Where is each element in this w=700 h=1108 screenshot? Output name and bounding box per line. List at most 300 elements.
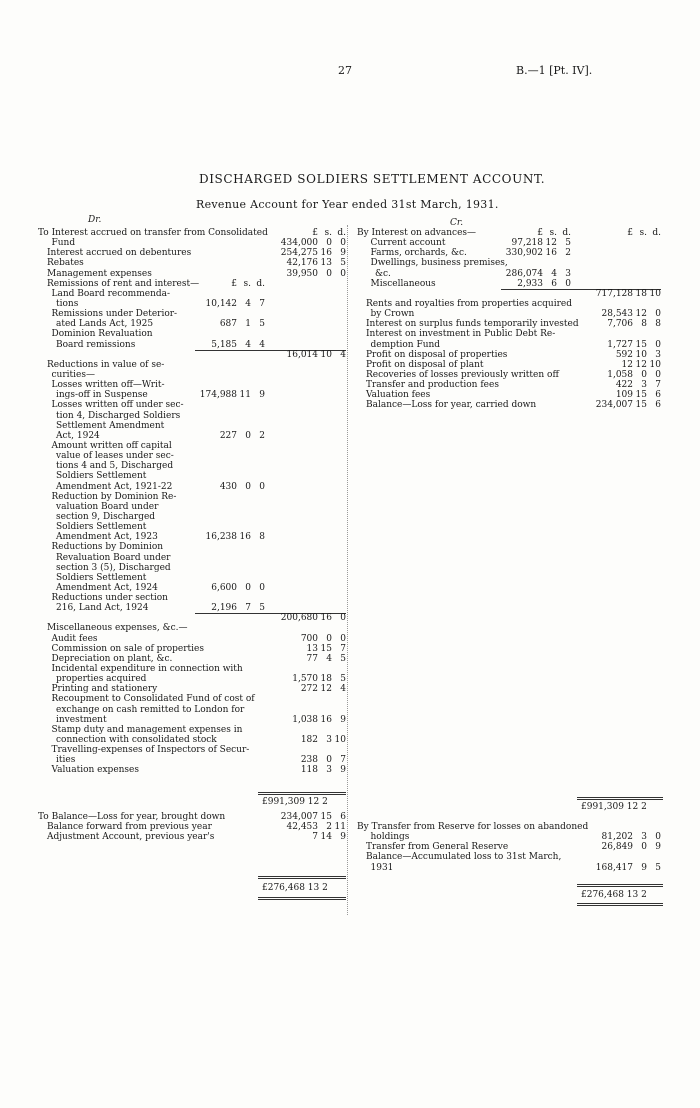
total-amount-pence: 0	[655, 369, 661, 380]
ledger-row-label: Reductions under section	[51, 593, 168, 604]
ledger-row-label: Amendment Act, 1921-22	[56, 481, 173, 492]
total-amount-pence: 11	[334, 822, 346, 833]
ledger-row-label: demption Fund	[370, 339, 441, 350]
total-amount-pence: 9	[340, 248, 346, 259]
ledger-row	[38, 832, 346, 842]
total-amount-pence: 6	[340, 812, 346, 822]
sub-amount-pence: 9	[259, 390, 265, 401]
total-amount-pence: 9	[340, 832, 346, 843]
total-amount-pounds: 16,014	[286, 349, 318, 360]
ledger-row	[357, 309, 661, 319]
total-amount-pounds: 39,950	[286, 268, 318, 279]
sub-amount-shillings: 12	[545, 238, 557, 249]
ledger-row	[357, 248, 661, 258]
ledger-row	[357, 258, 661, 268]
ledger-row	[357, 842, 661, 852]
total-amount-shillings: 16	[320, 248, 332, 259]
ledger-row-label: Depreciation on plant, &c.	[51, 653, 173, 664]
total-amount-shillings: 3	[326, 735, 332, 746]
sub-amount-pounds: 330,902	[505, 248, 543, 259]
total-amount-pence: 4	[340, 349, 346, 360]
ledger-row-label: &c.	[375, 268, 391, 279]
ledger-row-label: Dwellings, business premises,	[370, 258, 508, 269]
total-amount-shillings: s.	[324, 228, 332, 238]
ledger-row	[38, 563, 346, 573]
ledger-row-label: To Balance—Loss for year, brought down	[38, 812, 226, 822]
sub-amount-pounds: 16,238	[205, 532, 237, 543]
ledger-row	[38, 725, 346, 735]
ledger-row	[357, 370, 661, 380]
ledger-row-label: Miscellaneous expenses, &c.—	[47, 623, 188, 634]
centre-divider	[347, 225, 348, 915]
ledger-row	[38, 593, 346, 603]
ledger-row	[38, 400, 346, 410]
ledger-row-label: Travelling-expenses of Inspectors of Secur-	[51, 745, 250, 756]
total-amount-pounds: 254,275	[280, 248, 318, 259]
total-amount-pounds: 109	[615, 390, 633, 401]
ledger-row	[357, 329, 661, 339]
ledger-row	[38, 329, 346, 339]
ledger-row-label: curities—	[51, 369, 95, 380]
ledger-row	[38, 603, 346, 613]
sub-amount-pounds: 2,933	[517, 278, 543, 289]
total-amount-pence: 5	[340, 674, 346, 685]
total-amount-pounds: 77	[306, 653, 318, 664]
ledger-row-label: By Transfer from Reserve for losses on abandoned	[357, 822, 589, 832]
ledger-row	[38, 471, 346, 481]
ledger-row	[38, 370, 346, 380]
total-amount-pence: 8	[655, 319, 661, 330]
report-reference: B.—1 [Pt. IV].	[516, 64, 593, 77]
sub-amount-shillings: 6	[551, 278, 557, 289]
total-amount-pence: 5	[340, 258, 346, 269]
ledger-row	[38, 279, 346, 289]
ledger-row	[38, 492, 346, 502]
credit-lower-total-rule	[577, 884, 663, 887]
ledger-row-label: Reduction by Dominion Re-	[51, 491, 177, 502]
sub-amount-pounds: 6,600	[211, 582, 237, 593]
total-amount-pence: 6	[655, 390, 661, 401]
sub-amount-pounds: 227	[219, 430, 237, 441]
ledger-row	[38, 380, 346, 390]
ledger-row	[38, 411, 346, 421]
total-amount-pence: 10	[649, 359, 661, 370]
sub-amount-shillings: 0	[245, 481, 251, 492]
sub-amount-pence: 2	[259, 430, 265, 441]
ledger-row-label: Profit on disposal of properties	[366, 349, 508, 360]
total-amount-pounds: 168,417	[595, 862, 633, 873]
total-amount-shillings: 13	[320, 258, 332, 269]
total-amount-pounds: £	[627, 228, 633, 238]
total-amount-pounds: 26,849	[601, 842, 633, 853]
ledger-row	[357, 299, 661, 309]
total-amount-pounds: 7	[312, 832, 318, 843]
total-amount-pounds: 700	[300, 633, 318, 644]
ledger-row	[38, 654, 346, 664]
ledger-row	[38, 258, 346, 268]
total-amount-pounds: 7,706	[607, 319, 633, 330]
ledger-row	[38, 822, 346, 832]
total-amount-shillings: 4	[326, 653, 332, 664]
total-amount-pence: 5	[340, 653, 346, 664]
total-amount-pence: 0	[655, 339, 661, 350]
ledger-row-label: Miscellaneous	[370, 278, 436, 289]
sub-amount-pence: 0	[259, 582, 265, 593]
total-amount-pounds: 13	[306, 643, 318, 654]
ledger-row-label: ated Lands Act, 1925	[56, 319, 154, 330]
ledger-row-label: Rebates	[47, 258, 84, 269]
total-amount-pence: d.	[652, 228, 661, 238]
ledger-row	[357, 400, 661, 410]
ledger-row-label: Soldiers Settlement	[56, 471, 147, 482]
ledger-row	[38, 634, 346, 644]
ledger-row	[38, 431, 346, 441]
ledger-row-label: Revaluation Board under	[56, 552, 171, 563]
ledger-row-label: Act, 1924	[56, 430, 100, 441]
sub-amount-pounds: 97,218	[511, 238, 543, 249]
total-amount-pounds: 434,000	[280, 238, 318, 249]
total-amount-shillings: 15	[320, 812, 332, 822]
debit-total-rule	[258, 792, 346, 795]
total-amount-pounds: 42,453	[286, 822, 318, 833]
ledger-row-label: tions 4 and 5, Discharged	[56, 461, 174, 472]
sub-amount-pence: 5	[259, 603, 265, 614]
sub-amount-pence: 0	[259, 481, 265, 492]
ledger-row-label: Losses written off under sec-	[51, 400, 184, 411]
ledger-row	[38, 228, 346, 238]
ledger-row-label: Transfer and production fees	[366, 380, 499, 391]
total-amount-pence: 0	[655, 309, 661, 320]
total-amount-pounds: 1,038	[292, 714, 318, 725]
ledger-row	[38, 248, 346, 258]
sub-amount-pence: d.	[256, 278, 265, 289]
total-amount-pounds: 28,543	[601, 309, 633, 320]
total-amount-pence: 7	[655, 380, 661, 391]
total-amount-pence: 9	[655, 842, 661, 853]
sub-amount-pounds: 10,142	[205, 298, 237, 309]
total-amount-shillings: 3	[326, 765, 332, 776]
ledger-row-label: valuation Board under	[56, 501, 159, 512]
ledger-row-label: To Interest accrued on transfer from Consolidated	[38, 228, 268, 238]
total-amount-shillings: s.	[639, 228, 647, 238]
ledger-row-label: Losses written off—Writ-	[51, 380, 165, 391]
total-amount-shillings: 12	[320, 684, 332, 695]
ledger-row	[38, 390, 346, 400]
total-amount-shillings: 18	[320, 674, 332, 685]
ledger-row-label: Amount written off capital	[51, 440, 172, 451]
sub-amount-pence: 3	[565, 268, 571, 279]
total-amount-shillings: 2	[326, 822, 332, 833]
ledger-row	[357, 380, 661, 390]
total-amount-shillings: 16	[320, 714, 332, 725]
sub-amount-pounds: £	[231, 278, 237, 289]
ledger-row-label: Dominion Revaluation	[51, 329, 153, 340]
ledger-row-label: Recoveries of losses previously written off	[366, 369, 559, 380]
ledger-row-label: Balance—Loss for year, carried down	[366, 400, 537, 411]
total-amount-shillings: 0	[641, 369, 647, 380]
ledger-row-label: Reductions in value of se-	[47, 359, 165, 370]
debit-lower-grand-total: £276,468 13 2	[262, 883, 328, 893]
ledger-row-label: Valuation expenses	[51, 765, 139, 776]
ledger-row	[38, 812, 346, 822]
total-amount-shillings: 10	[635, 349, 647, 360]
sub-amount-pounds: 174,988	[199, 390, 237, 401]
ledger-row	[38, 350, 346, 360]
credit-entries	[357, 228, 661, 411]
total-amount-pence: 5	[655, 862, 661, 873]
total-amount-shillings: 15	[635, 400, 647, 411]
total-amount-pence: 9	[340, 765, 346, 776]
ledger-row	[38, 613, 346, 623]
total-amount-pounds: 1,570	[292, 674, 318, 685]
ledger-row	[38, 583, 346, 593]
ledger-row-label: 1931	[370, 862, 394, 873]
ledger-row	[38, 715, 346, 725]
sub-amount-shillings: 0	[245, 430, 251, 441]
total-amount-shillings: 16	[320, 613, 332, 624]
ledger-row-label: Stamp duty and management expenses in	[51, 724, 243, 735]
total-amount-pounds: 422	[615, 380, 633, 391]
total-amount-pounds: 118	[300, 765, 318, 776]
total-amount-pence: 4	[340, 684, 346, 695]
ledger-row	[38, 309, 346, 319]
sub-amount-shillings: 4	[245, 339, 251, 350]
ledger-row	[357, 319, 661, 329]
ledger-row	[38, 542, 346, 552]
sub-amount-pence: d.	[562, 228, 571, 238]
total-amount-pence: d.	[337, 228, 346, 238]
ledger-row	[357, 289, 661, 299]
ledger-row-label: value of leases under sec-	[56, 451, 174, 462]
total-amount-pence: 10	[649, 288, 661, 299]
sub-amount-shillings: s.	[549, 228, 557, 238]
total-amount-pounds: £	[312, 228, 318, 238]
ledger-row	[38, 299, 346, 309]
ledger-row	[38, 360, 346, 370]
ledger-row	[357, 350, 661, 360]
ledger-row	[38, 745, 346, 755]
total-amount-pence: 9	[340, 714, 346, 725]
ledger-row-label: Interest accrued on debentures	[47, 248, 192, 259]
account-subtitle: Revenue Account for Year ended 31st March, 1931.	[196, 198, 499, 211]
sub-amount-pounds: 5,185	[211, 339, 237, 350]
ledger-row-label: Audit fees	[51, 633, 98, 644]
credit-lower-entries	[357, 822, 661, 873]
ledger-row-label: investment	[56, 714, 107, 725]
total-amount-pounds: 200,680	[280, 613, 318, 624]
ledger-row	[357, 852, 661, 862]
ledger-row	[38, 482, 346, 492]
sub-amount-pounds: 2,196	[211, 603, 237, 614]
ledger-row-label: Current account	[370, 238, 446, 249]
ledger-row-label: properties acquired	[56, 674, 147, 685]
total-amount-shillings: 0	[326, 238, 332, 249]
total-amount-pence: 0	[340, 613, 346, 624]
ledger-row-label: exchange on cash remitted to London for	[56, 704, 245, 715]
ledger-row	[38, 694, 346, 704]
ledger-row	[38, 765, 346, 775]
sub-amount-pence: 2	[565, 248, 571, 259]
ledger-row-label: Fund	[51, 238, 76, 249]
ledger-row-label: Remissions of rent and interest—	[47, 278, 200, 289]
ledger-row-label: Amendment Act, 1924	[56, 582, 158, 593]
ledger-row-label: Valuation fees	[366, 390, 431, 401]
total-amount-shillings: 15	[635, 339, 647, 350]
sub-amount-shillings: 0	[245, 582, 251, 593]
page-number: 27	[338, 64, 352, 77]
ledger-row	[38, 623, 346, 633]
total-amount-pounds: 12	[621, 359, 633, 370]
ledger-row-label: Balance—Accumulated loss to 31st March,	[366, 852, 562, 863]
ledger-row-label: by Crown	[370, 309, 415, 320]
total-amount-pence: 0	[655, 832, 661, 843]
ledger-row-label: tion 4, Discharged Soldiers	[56, 410, 181, 421]
ledger-row-label: Commission on sale of properties	[51, 643, 204, 654]
ledger-row	[38, 441, 346, 451]
total-amount-shillings: 12	[635, 309, 647, 320]
total-amount-pounds: 182	[300, 735, 318, 746]
ledger-row	[357, 279, 661, 289]
ledger-row	[38, 319, 346, 329]
ledger-row-label: section 9, Discharged	[56, 511, 156, 522]
ledger-row-label: holdings	[370, 832, 410, 843]
sub-amount-shillings: 4	[551, 268, 557, 279]
ledger-row-label: Printing and stationery	[51, 684, 158, 695]
ledger-row-label: Soldiers Settlement	[56, 522, 147, 533]
ledger-row-label: Remissions under Deterior-	[51, 309, 178, 320]
total-amount-pence: 7	[340, 643, 346, 654]
ledger-row-label: Rents and royalties from properties acquired	[366, 298, 572, 309]
debit-label: Dr.	[88, 215, 102, 225]
total-amount-shillings: 15	[635, 390, 647, 401]
total-amount-pounds: 234,007	[595, 400, 633, 411]
total-amount-shillings: 3	[641, 380, 647, 391]
total-amount-shillings: 0	[326, 268, 332, 279]
sub-amount-pounds: 286,074	[505, 268, 543, 279]
debit-entries	[38, 228, 346, 776]
ledger-row	[357, 360, 661, 370]
total-amount-pence: 7	[340, 755, 346, 766]
sub-amount-shillings: s.	[243, 278, 251, 289]
ledger-row	[38, 522, 346, 532]
credit-grand-total: £991,309 12 2	[581, 802, 647, 812]
ledger-row-label: Reductions by Dominion	[51, 542, 164, 553]
ledger-row	[357, 228, 661, 238]
ledger-row-label: tions	[56, 298, 79, 309]
ledger-row	[38, 451, 346, 461]
ledger-row	[38, 289, 346, 299]
ledger-row-label: section 3 (5), Discharged	[56, 562, 171, 573]
ledger-row-label: Interest on surplus funds temporarily invested	[366, 319, 579, 330]
ledger-row-label: Land Board recommenda-	[51, 288, 171, 299]
ledger-row	[357, 238, 661, 248]
total-amount-shillings: 0	[326, 755, 332, 766]
ledger-row	[38, 461, 346, 471]
credit-lower-end-rule	[577, 903, 663, 906]
ledger-row-label: Recoupment to Consolidated Fund of cost of	[51, 694, 255, 705]
sub-amount-shillings: 16	[545, 248, 557, 259]
total-amount-shillings: 18	[635, 288, 647, 299]
total-amount-pounds: 717,128	[595, 288, 633, 299]
account-title: DISCHARGED SOLDIERS SETTLEMENT ACCOUNT.	[199, 172, 546, 186]
ledger-row	[357, 822, 661, 832]
ledger-row	[38, 705, 346, 715]
sub-amount-shillings: 16	[239, 532, 251, 543]
ledger-row	[38, 269, 346, 279]
total-amount-pounds: 238	[300, 755, 318, 766]
ledger-row	[38, 674, 346, 684]
ledger-row-label: Farms, orchards, &c.	[370, 248, 467, 259]
sub-amount-pence: 8	[259, 532, 265, 543]
ledger-row-label: ings-off in Suspense	[56, 390, 148, 401]
sub-amount-shillings: 7	[245, 603, 251, 614]
sub-amount-pence: 4	[259, 339, 265, 350]
debit-lower-end-rule	[258, 897, 346, 900]
ledger-row	[38, 421, 346, 431]
ledger-row	[38, 664, 346, 674]
ledger-row	[38, 573, 346, 583]
ledger-row-label: Incidental expenditure in connection with	[51, 664, 243, 675]
total-amount-shillings: 8	[641, 319, 647, 330]
ledger-row	[38, 684, 346, 694]
total-amount-shillings: 0	[641, 842, 647, 853]
ledger-row	[38, 553, 346, 563]
sub-amount-pounds: 687	[219, 319, 237, 330]
total-amount-shillings: 15	[320, 643, 332, 654]
total-amount-pounds: 592	[615, 349, 633, 360]
sub-amount-pence: 5	[259, 319, 265, 330]
sub-amount-shillings: 11	[239, 390, 251, 401]
total-amount-shillings: 14	[320, 832, 332, 843]
total-amount-shillings: 12	[635, 359, 647, 370]
ledger-row	[357, 832, 661, 842]
sub-amount-shillings: 1	[245, 319, 251, 330]
ledger-row	[357, 340, 661, 350]
total-amount-pence: 3	[655, 349, 661, 360]
total-amount-shillings: 0	[326, 633, 332, 644]
ledger-row-label: Adjustment Account, previous year's	[47, 832, 215, 843]
ledger-row	[357, 390, 661, 400]
total-amount-pence: 0	[340, 268, 346, 279]
debit-lower-total-rule	[258, 876, 346, 879]
ledger-row	[38, 644, 346, 654]
ledger-row	[38, 755, 346, 765]
ledger-row	[357, 269, 661, 279]
debit-grand-total: £991,309 12 2	[262, 797, 328, 807]
credit-total-rule	[577, 797, 663, 800]
ledger-row-label: Transfer from General Reserve	[366, 842, 509, 853]
sub-amount-pence: 0	[565, 278, 571, 289]
debit-lower-entries	[38, 812, 346, 842]
ledger-row	[38, 735, 346, 745]
ledger-row-label: Profit on disposal of plant	[366, 359, 484, 370]
total-amount-pounds: 42,176	[286, 258, 318, 269]
ledger-row-label: Settlement Amendment	[56, 420, 165, 431]
ledger-row	[38, 502, 346, 512]
total-amount-shillings: 9	[641, 862, 647, 873]
total-amount-pounds: 272	[300, 684, 318, 695]
ledger-row-label: connection with consolidated stock	[56, 735, 217, 746]
sub-amount-pounds: £	[537, 228, 543, 238]
ledger-row-label: Soldiers Settlement	[56, 572, 147, 583]
ledger-row-label: Amendment Act, 1923	[56, 532, 158, 543]
total-amount-pence: 6	[655, 400, 661, 411]
ledger-row	[38, 532, 346, 542]
total-amount-shillings: 3	[641, 832, 647, 843]
total-amount-pence: 0	[340, 633, 346, 644]
credit-label: Cr.	[450, 218, 464, 228]
ledger-row-label: By Interest on advances—	[357, 228, 477, 238]
